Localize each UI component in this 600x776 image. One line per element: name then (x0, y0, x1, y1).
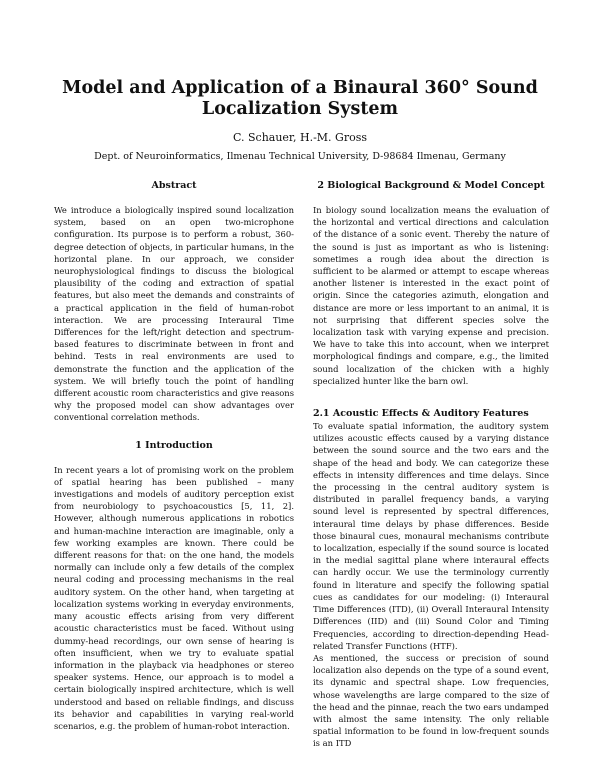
section-2-1-text-continued: As mentioned, the success or precision of sound localization also depends on the type of a sound event, its dynamic and spectral shape. Low frequencies, whose wavelengths are large compared to the size of the head and the pinnae, reach the two ears undamped with almost the same intensity. The only reliable spatial information to be found in low-frequent sounds is an ITD (313, 652, 549, 749)
abstract-text: We introduce a biologically inspired sound localization system, based on an open two-microphone configuration. Its purpose is to perform a robust, 360-degree detection of objects, in particular humans, in the horizontal plane. In our approach, we consider neurophysiological findings to discuss the biological plausibility of the coding and extraction of spatial features, but also meet the demands and constraints of a practical application in the field of human-robot interaction. We are processing Interaural Time Differences for the left/right detection and spectrum-based features to discriminate between in front and behind. Tests in real environments are used to demonstrate the function and the application of the system. We will briefly touch the point of handling different acoustic room characteristics and give reasons why the proposed model can show advantages over conventional correlation methods. (54, 205, 294, 423)
introduction-text: In recent years a lot of promising work on the problem of spatial hearing has been published – many investigations and models of auditory perception exist from neurobiology to psychoacoustics [5, 11, 2]. However, although numerous applications in robotics and human-machine interaction are imaginable, only a few working examples are known. There could be different reasons for that: on the one hand, the models normally can include only a few details of the complex neural coding and processing mechanisms in the real auditory system. On the other hand, when targeting at localization systems working in everyday environments, many acoustic effects arising from very different acoustic characteristics must be faced. Without using dummy-head recordings, our own sense of hearing is often insufficient, when we try to evaluate spatial information in the playback via headphones or stereo speaker systems. Hence, our approach is to model a certain biologically inspired architecture, which is well understood and based on reliable findings, and discuss its behavior and capabilities in varying real-world scenarios, e.g. the problem of human-robot interaction. (54, 464, 294, 731)
section-2-1-heading: 2.1 Acoustic Effects & Auditory Features (313, 408, 529, 420)
section-2-1-text: To evaluate spatial information, the auditory system utilizes acoustic effects caused by a varying distance between the sound source and the two ears and the shape of the head and body. We can categorize these effects in intensity differences and time delays. Since the processing in the central auditory system is distributed in parallel frequency bands, a varying sound level is represented by spectral differences, interaural time delays by phase differences. Beside those binaural cues, monaural mechanisms contribute to localization, especially if the sound source is located in the medial sagittal plane where interaural effects can hardly occur. We use the terminology currently found in literature and specify the following spatial cues as candidates for our modeling: (i) Interaural Time Differences (ITD), (ii) Overall Interaural Intensity Differences (IID) and (iii) Sound Color and Timing Frequencies, according to direction-depending Head-related Transfer Functions (HTF). (313, 421, 549, 651)
affiliation: Dept. of Neuroinformatics, Ilmenau Technical University, D-98684 Ilmenau, Germany (94, 151, 506, 162)
right-column (313, 180, 549, 750)
abstract-heading: Abstract (151, 180, 197, 191)
section-2-text: In biology sound localization means the evaluation of the horizontal and vertical directions and calculation of the distance of a sonic event. Thereby the nature of the sound is just as important as who is listening: sometimes a rough idea about the direction is sufficient to be alarmed or attempt to escape whereas another listener is interested in the exact point of origin. Since the categories azimuth, elongation and distance are more or less important to an animal, it is not surprising that different species solve the localization task with varying expense and precision. We have to take this into account, when we interpret morphological findings and compare, e.g., the limited sound localization of the chicken with a highly specialized hunter like the barn owl. (313, 205, 549, 386)
authors: C. Schauer, H.-M. Gross (232, 131, 367, 144)
paper-title (40, 78, 560, 120)
left-column (54, 180, 294, 732)
title-line-2: Localization System (201, 99, 399, 119)
title-line-1: Model and Application of a Binaural 360° Sound (62, 78, 538, 98)
section-2-heading: 2 Biological Background & Model Concept (317, 180, 545, 191)
introduction-heading: 1 Introduction (135, 439, 213, 451)
